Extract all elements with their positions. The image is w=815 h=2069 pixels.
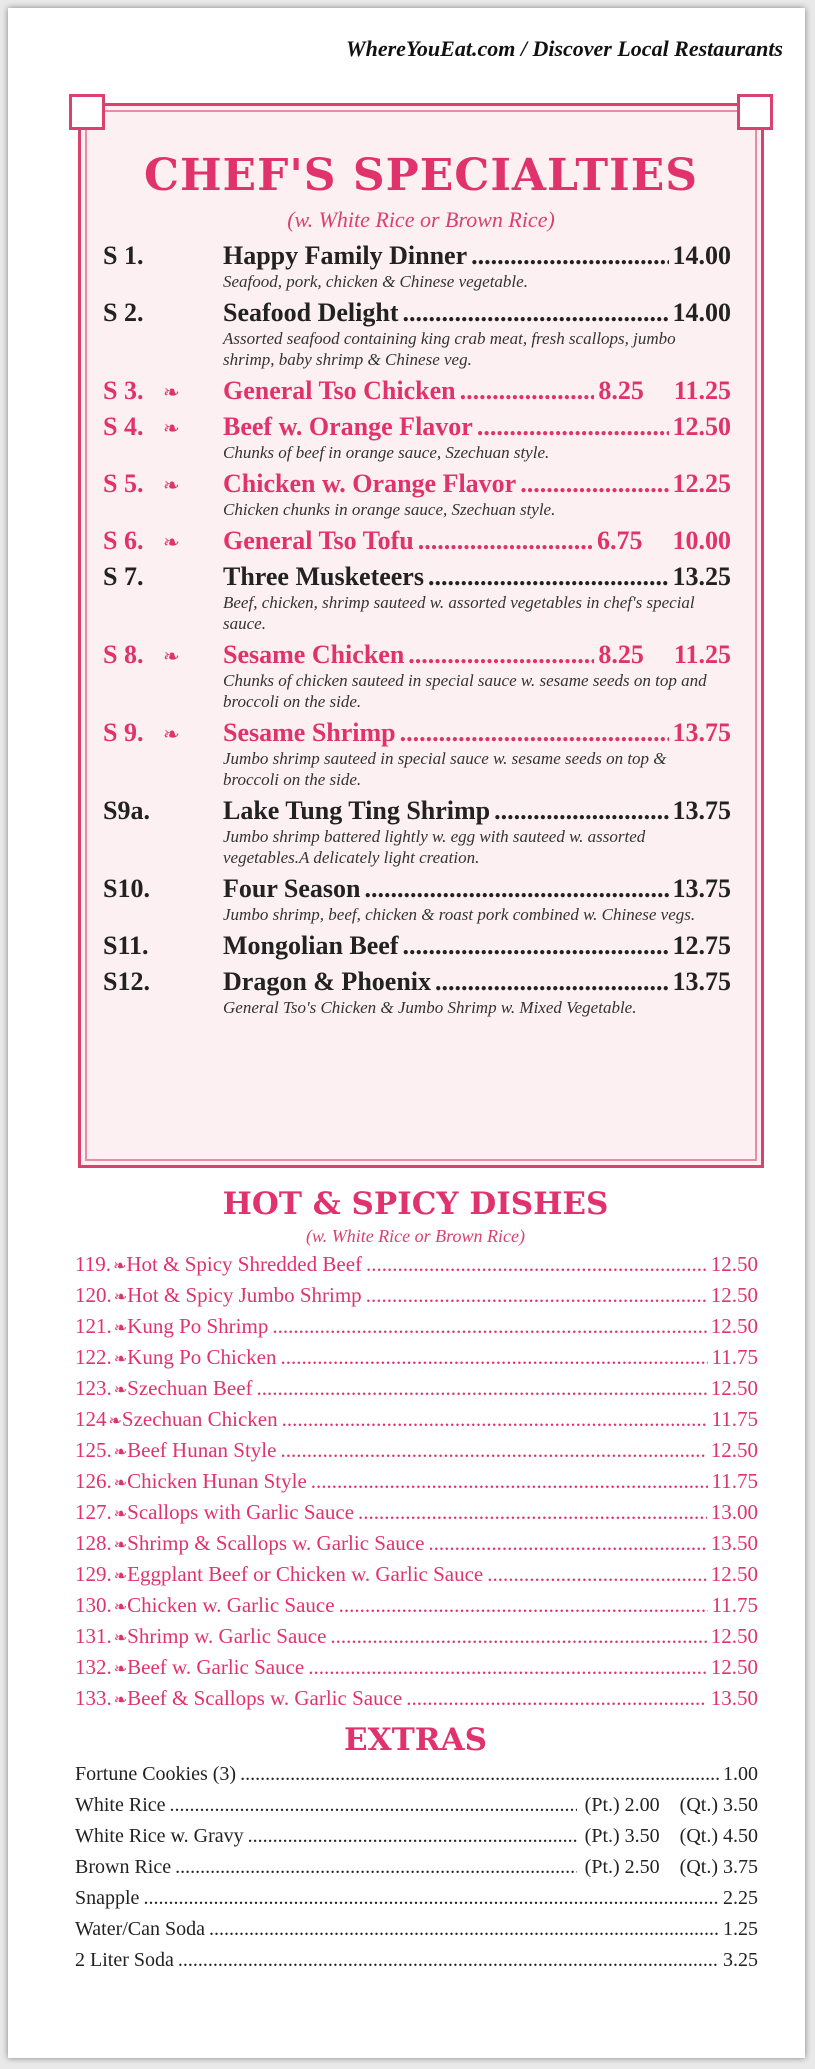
dot-leader [400,718,669,748]
item-number: S 4. [103,412,144,441]
dot-leader [460,376,595,406]
item-description: Jumbo shrimp, beef, chicken & roast pork combined w. Chinese vegs. [223,905,696,924]
item-name: Four Season [223,874,361,903]
menu-item [75,1531,758,1562]
extra-item [75,1825,758,1856]
item-name: Beef Hunan Style [127,1438,277,1462]
item-row [223,526,731,556]
chili-pepper-icon: ❧ [113,1599,128,1616]
menu-item [75,1376,758,1407]
chili-pepper-icon: ❧ [113,1351,128,1368]
menu-item [103,931,761,961]
extra-item [75,1856,758,1887]
item-name: General Tso Tofu [223,526,414,555]
item-price: 1.00 [723,1763,758,1785]
chili-pepper-icon: ❧ [113,1506,128,1523]
item-row [223,967,731,997]
dot-leader [280,1345,707,1370]
menu-item [75,1438,758,1469]
item-price: 10.00 [672,526,731,555]
item-number: 123. [75,1376,112,1400]
item-name: Beef w. Garlic Sauce [127,1655,305,1679]
chili-pepper-icon: ❧ [113,1537,128,1554]
hot-spicy-subtitle: (w. White Rice or Brown Rice) [306,1226,525,1246]
item-price: 13.25 [672,562,731,591]
extras-list [75,1763,758,1980]
menu-item [103,298,761,370]
chili-pepper-icon: ❧ [113,1475,128,1492]
dot-leader [428,1531,706,1556]
item-price: 12.50 [710,1655,758,1679]
chef-specialties-box [78,103,764,1168]
menu-item [75,1624,758,1655]
item-number: 119. [75,1252,111,1276]
item-number: 127. [75,1500,112,1524]
item-description: Chicken chunks in orange sauce, Szechuan style. [223,500,556,519]
dot-leader [308,1655,707,1680]
menu-item [103,718,761,790]
dot-leader [282,1407,708,1432]
dot-leader [477,412,669,442]
chili-pepper-icon: ❧ [113,1382,128,1399]
item-name: Snapple [75,1887,140,1909]
chili-pepper-icon: ❧ [113,1630,128,1647]
dot-leader [428,562,669,592]
menu-item [75,1283,758,1314]
item-number: 126. [75,1469,112,1493]
menu-item [75,1314,758,1345]
item-description: Chunks of beef in orange sauce, Szechuan style. [223,443,550,462]
item-price: 12.50 [710,1252,758,1276]
item-number: S 2. [103,298,144,327]
item-description: Jumbo shrimp sauteed in special sauce w. sesame seeds on top & broccoli on the side. [223,749,667,789]
item-number: S9a. [103,796,150,825]
menu-item [75,1500,758,1531]
item-description: Assorted seafood containing king crab meat, fresh scallops, jumbo shrimp, baby shrimp & Chinese veg. [223,329,676,369]
item-description: Chunks of chicken sauteed in special sauce w. sesame seeds on top and broccoli on the side. [223,671,707,711]
item-number: 120. [75,1283,112,1307]
item-name: Shrimp w. Garlic Sauce [127,1624,327,1648]
item-name: 2 Liter Soda [75,1949,174,1971]
item-price: 11.75 [711,1593,758,1617]
dot-leader [339,1593,708,1618]
item-number: S 1. [103,241,144,270]
item-name: Water/Can Soda [75,1918,206,1940]
item-price: 12.50 [710,1624,758,1648]
extra-item [75,1918,758,1949]
item-number: S 3. [103,376,144,405]
menu-item [75,1593,758,1624]
dot-leader [257,1376,707,1401]
dot-leader [418,526,593,556]
chili-pepper-icon: ❧ [163,532,180,554]
item-name: Shrimp & Scallops w. Garlic Sauce [127,1531,425,1555]
item-row [223,241,731,271]
item-name: Sesame Shrimp [223,718,396,747]
pint-price: (Pt.) 2.00 [584,1794,660,1816]
chef-specialties-subtitle: (w. White Rice or Brown Rice) [287,207,555,232]
item-price: 11.25 [673,640,731,669]
item-price: 3.25 [723,1949,758,1971]
item-number: S 5. [103,469,144,498]
item-name: Lake Tung Ting Shrimp [223,796,491,825]
item-name: Sesame Chicken [223,640,405,669]
item-row [223,562,731,592]
item-row [223,376,731,406]
menu-item [75,1345,758,1376]
item-row [223,412,731,442]
quart-price: (Qt.) 3.50 [679,1794,758,1816]
item-row [223,796,731,826]
item-number: 133. [75,1686,112,1710]
item-name: Scallops with Garlic Sauce [127,1500,355,1524]
quart-price: (Qt.) 4.50 [679,1825,758,1847]
dot-leader [358,1500,707,1525]
pint-price: (Pt.) 2.50 [584,1856,660,1878]
dot-leader [406,1686,707,1711]
item-number: 131. [75,1624,112,1648]
item-name: Kung Po Chicken [127,1345,277,1369]
item-price: 11.75 [711,1407,758,1431]
item-name: Mongolian Beef [223,931,399,960]
item-number: S12. [103,967,150,996]
item-name: Eggplant Beef or Chicken w. Garlic Sauce [127,1562,484,1586]
item-name: Three Musketeers [223,562,424,591]
menu-item [103,796,761,868]
item-description: Beef, chicken, shrimp sauteed w. assorted vegetables in chef's special sauce. [223,593,695,633]
dot-leader [520,469,668,499]
item-name: Kung Po Shrimp [127,1314,269,1338]
menu-item [103,241,761,292]
menu-item [75,1655,758,1686]
menu-item [103,874,761,925]
item-name: Hot & Spicy Shredded Beef [126,1252,363,1276]
dot-leader [403,931,669,961]
chef-specialties-list [81,241,761,1018]
item-price: 13.00 [710,1500,758,1524]
item-name: Beef & Scallops w. Garlic Sauce [127,1686,403,1710]
chili-pepper-icon: ❧ [112,1258,127,1275]
item-price: 12.50 [710,1314,758,1338]
menu-item [103,967,761,1018]
item-price: 11.75 [711,1345,758,1369]
item-price: 11.25 [673,376,731,405]
dot-leader [330,1624,706,1649]
item-row [223,298,731,328]
item-name: Szechuan Chicken [121,1407,278,1431]
chili-pepper-icon: ❧ [113,1661,128,1678]
menu-page [8,8,805,2058]
item-price: 12.50 [710,1283,758,1307]
chili-pepper-icon: ❧ [163,646,180,668]
chili-pepper-icon: ❧ [163,724,180,746]
item-number: S11. [103,931,149,960]
extra-item [75,1763,758,1794]
chili-pepper-icon: ❧ [163,382,180,404]
menu-item [103,376,761,406]
item-number: 132. [75,1655,112,1679]
item-row [223,640,731,670]
extra-item [75,1887,758,1918]
item-name: Chicken w. Garlic Sauce [127,1593,335,1617]
dot-leader [435,967,669,997]
item-price: 1.25 [723,1918,758,1940]
dot-leader [272,1314,706,1339]
menu-item [75,1252,758,1283]
dot-leader [175,1856,577,1879]
hot-spicy-list [75,1252,758,1717]
menu-item [103,469,761,520]
item-price: 11.75 [711,1469,758,1493]
item-name: Seafood Delight [223,298,399,327]
menu-item [75,1407,758,1438]
item-price-small: 6.75 [597,526,643,555]
item-number: 128. [75,1531,112,1555]
hot-spicy-title: HOT & SPICY DISHES [222,1186,609,1222]
dot-leader [240,1763,719,1786]
menu-item [103,562,761,634]
dot-leader [366,1252,707,1277]
item-number: S 9. [103,718,144,747]
chili-pepper-icon: ❧ [113,1320,128,1337]
item-price: 13.75 [672,718,731,747]
item-price: 2.25 [723,1887,758,1909]
item-price: 12.50 [710,1376,758,1400]
item-name: Beef w. Orange Flavor [223,412,473,441]
dot-leader [143,1887,719,1910]
item-number: 130. [75,1593,112,1617]
item-row [223,469,731,499]
chili-pepper-icon: ❧ [113,1444,128,1461]
item-number: 121. [75,1314,112,1338]
item-price: 12.50 [710,1438,758,1462]
dot-leader [280,1438,706,1463]
chili-pepper-icon: ❧ [113,1692,128,1709]
chef-specialties-title: CHEF'S SPECIALTIES [143,150,699,201]
item-description: Seafood, pork, chicken & Chinese vegetable. [223,272,528,291]
chili-pepper-icon: ❧ [163,418,180,440]
item-name: Happy Family Dinner [223,241,468,270]
item-number: 122. [75,1345,112,1369]
item-name: Hot & Spicy Jumbo Shrimp [127,1283,362,1307]
item-price: 13.75 [672,967,731,996]
item-price: 14.00 [672,241,731,270]
item-description: General Tso's Chicken & Jumbo Shrimp w. Mixed Vegetable. [223,998,637,1017]
item-price-small: 8.25 [598,376,644,405]
menu-item [75,1562,758,1593]
chili-pepper-icon: ❧ [108,1413,122,1430]
menu-item [75,1686,758,1717]
item-price: 12.25 [672,469,731,498]
item-name: Szechuan Beef [127,1376,253,1400]
item-description: Jumbo shrimp battered lightly w. egg with sauteed w. assorted vegetables.A delicately light creation. [223,827,646,867]
item-number: 125. [75,1438,112,1462]
item-name: Chicken Hunan Style [127,1469,307,1493]
item-name: White Rice w. Gravy [75,1825,244,1847]
item-name: Chicken w. Orange Flavor [223,469,517,498]
item-price: 12.50 [710,1562,758,1586]
item-price: 13.75 [672,796,731,825]
menu-item [75,1469,758,1500]
item-row [223,874,731,904]
menu-item [103,526,761,556]
chili-pepper-icon: ❧ [113,1289,128,1306]
menu-item [103,640,761,712]
dot-leader [178,1949,719,1972]
dot-leader [170,1794,577,1817]
dot-leader [365,874,669,904]
quart-price: (Qt.) 3.75 [679,1856,758,1878]
item-price: 12.75 [672,931,731,960]
item-number: 124 [75,1407,107,1431]
extra-item [75,1949,758,1980]
chili-pepper-icon: ❧ [163,475,180,497]
dot-leader [366,1283,707,1308]
item-number: S 8. [103,640,144,669]
chili-pepper-icon: ❧ [113,1568,128,1585]
dot-leader [408,640,594,670]
site-watermark: WhereYouEat.com / Discover Local Restaurants [346,36,783,61]
dot-leader [209,1918,719,1941]
dot-leader [494,796,668,826]
item-name: Dragon & Phoenix [223,967,431,996]
item-price-small: 8.25 [598,640,644,669]
item-name: Brown Rice [75,1856,172,1878]
dot-leader [248,1825,577,1848]
item-row [223,931,731,961]
menu-item [103,412,761,463]
item-name: General Tso Chicken [223,376,456,405]
item-number: 129. [75,1562,112,1586]
item-price: 13.50 [710,1531,758,1555]
item-number: S 7. [103,562,144,591]
item-price: 13.75 [672,874,731,903]
extra-item [75,1794,758,1825]
item-price: 14.00 [672,298,731,327]
item-name: White Rice [75,1794,166,1816]
pint-price: (Pt.) 3.50 [584,1825,660,1847]
item-row [223,718,731,748]
dot-leader [487,1562,706,1587]
item-price: 13.50 [710,1686,758,1710]
item-number: S10. [103,874,150,903]
dot-leader [471,241,668,271]
item-name: Fortune Cookies (3) [75,1763,237,1785]
dot-leader [311,1469,708,1494]
extras-title: EXTRAS [344,1722,487,1758]
item-number: S 6. [103,526,144,555]
dot-leader [403,298,669,328]
item-price: 12.50 [672,412,731,441]
